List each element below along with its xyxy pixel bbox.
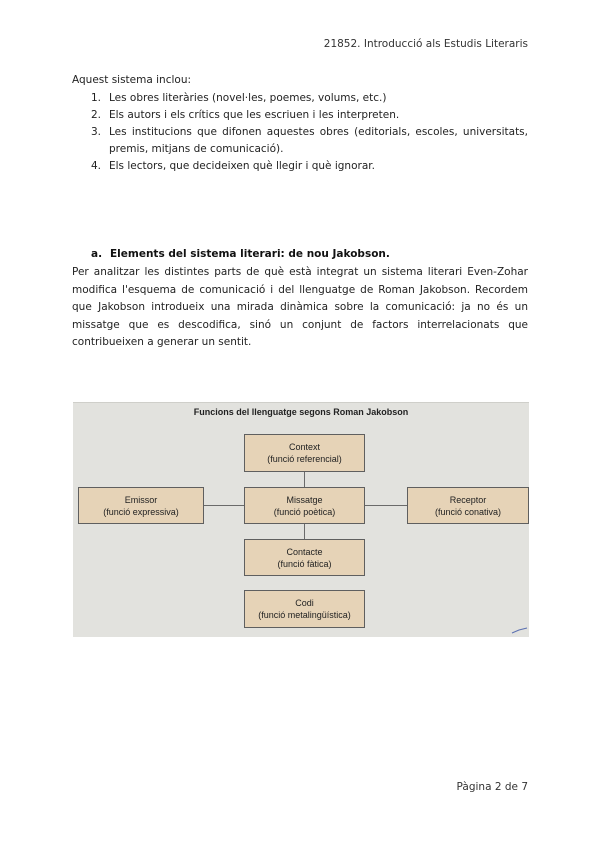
box-missatge bbox=[244, 487, 365, 524]
box-contacte-function: (funció fàtica) bbox=[277, 558, 332, 569]
section-heading bbox=[91, 248, 390, 260]
box-emissor-function: (funció expressiva) bbox=[103, 506, 179, 517]
list-item bbox=[72, 107, 528, 124]
box-context-name: Context bbox=[288, 442, 321, 452]
intro-text: Aquest sistema inclou: bbox=[72, 74, 192, 86]
list-text: Les obres literàries (novel·les, poemes, volums, etc.) bbox=[109, 92, 387, 104]
body-paragraph: Per analitzar les distintes parts de què està integrat un sistema literari Even-Zohar modifica l'esquema de comunicació i del llenguatge de Roman Jakobson. Recordem que Jakobson introdueix una mirada dinàmica sobre la comunicació: ja no és un missatge que es descodifica, sinó un conjunt de factors interrelacionats que contribueixen a generar un sentit. bbox=[72, 266, 528, 348]
list-number: 1. bbox=[91, 92, 102, 104]
section-letter: a. bbox=[91, 248, 103, 260]
list-item bbox=[72, 124, 528, 158]
box-missatge-function: (funció poètica) bbox=[273, 506, 336, 517]
list-item bbox=[72, 158, 528, 175]
list-number: 4. bbox=[91, 160, 102, 172]
list-number: 2. bbox=[91, 109, 102, 121]
list-number: 3. bbox=[91, 126, 102, 138]
box-context bbox=[244, 434, 365, 472]
box-codi-name: Codi bbox=[295, 598, 314, 608]
box-missatge-name: Missatge bbox=[286, 494, 323, 505]
corner-mark-icon bbox=[511, 627, 529, 635]
system-list bbox=[72, 90, 528, 175]
box-context-function: (funció referencial) bbox=[267, 454, 342, 464]
list-item bbox=[72, 90, 528, 107]
box-codi-function: (funció metalingüística) bbox=[258, 610, 351, 620]
list-text: Els lectors, que decideixen què llegir i què ignorar. bbox=[109, 160, 375, 172]
box-emissor bbox=[78, 487, 204, 524]
connector-missatge-contacte bbox=[304, 523, 305, 539]
page-header: 21852. Introducció als Estudis Literaris bbox=[323, 38, 528, 50]
list-text: Les institucions que difonen aquestes obres (editorials, escoles, universitats, premis, mitjans de comunicació). bbox=[109, 126, 528, 155]
box-receptor bbox=[407, 487, 529, 524]
connector-missatge-receptor bbox=[364, 505, 407, 506]
box-receptor-name: Receptor bbox=[449, 494, 487, 505]
box-codi bbox=[244, 590, 365, 628]
box-contacte bbox=[244, 539, 365, 576]
connector-context-missatge bbox=[304, 471, 305, 487]
connector-emissor-missatge bbox=[204, 505, 244, 506]
diagram-title: Funcions del llenguatge segons Roman Jakobson bbox=[193, 407, 409, 417]
section-title-text: Elements del sistema literari: de nou Jakobson. bbox=[110, 248, 390, 260]
box-receptor-function: (funció conativa) bbox=[434, 506, 502, 517]
list-text: Els autors i els crítics que les escriuen i les interpreten. bbox=[109, 109, 400, 121]
box-emissor-name: Emissor bbox=[124, 494, 158, 505]
box-contacte-name: Contacte bbox=[286, 546, 323, 557]
jakobson-diagram bbox=[73, 402, 529, 637]
page-footer: Pàgina 2 de 7 bbox=[456, 781, 528, 793]
